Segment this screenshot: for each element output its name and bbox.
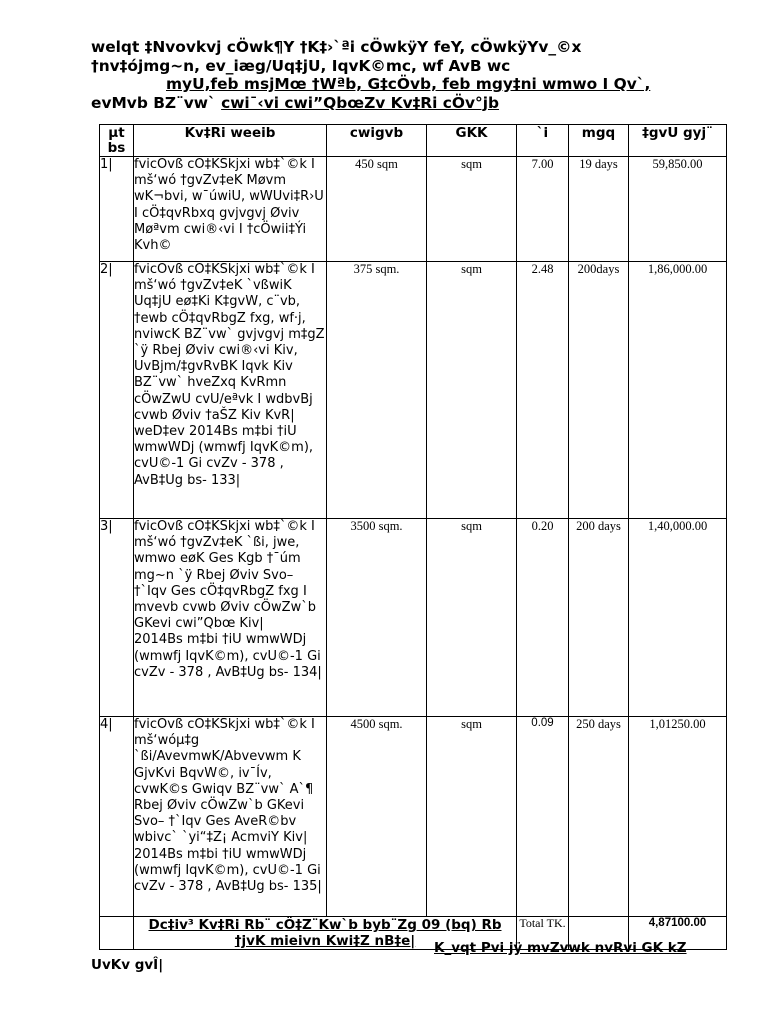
table-row bbox=[100, 717, 727, 917]
row-unit: sqm bbox=[427, 157, 517, 262]
document-title bbox=[91, 38, 751, 112]
row-quantity: 450 sqm bbox=[327, 157, 427, 262]
row-description bbox=[134, 717, 327, 917]
row-unit: sqm bbox=[427, 717, 517, 917]
total-amount: 4,87100.00 bbox=[629, 917, 727, 950]
table-row bbox=[100, 157, 727, 262]
header-serial: µt bs bbox=[100, 125, 134, 157]
table-header-row bbox=[100, 125, 727, 157]
row-rate: 2.48 bbox=[517, 262, 569, 519]
header-amount: ‡gvU gyj¨ bbox=[629, 125, 727, 157]
row-serial: 3| bbox=[100, 519, 134, 717]
row-serial: 4| bbox=[100, 717, 134, 917]
row-time: 200 days bbox=[569, 519, 629, 717]
footer-empty-cell bbox=[100, 917, 134, 950]
row-serial: 1| bbox=[100, 157, 134, 262]
title-line-1: welqt ‡Nvovkvj cÖwk¶Y †K‡›`ªi cÖwkÿY feY, cÖwkÿYv_©x bbox=[91, 38, 582, 56]
row-amount: 1,01250.00 bbox=[629, 717, 727, 917]
row-description-text: fvicÖvß cÖ‡KŠkjxi wb‡`©k I mš‘wó †gvZv‡eK `ßi, jwe, wmwo eøK Ges Kgb †¯úm mg~n `ÿ Rbej Øviv Svo– †`Iqv Ges cÖ‡qvRbgZ fxg I mvevb cvwb Øviv cÖwZw`b GKevi cwi”Qbœ Kiv| 2014Bs m‡bi †iU wmwWDj (wmwfj IqvK©m), cvU©-1 Gi cvZv - 378 , AvB‡Ug bs- 134| bbox=[134, 519, 322, 680]
amount-in-words-line-2: UvKv gvÎ| bbox=[91, 957, 164, 973]
title-line-4-part-b: cwi¯‹vi cwi”QbœZv Kv‡Ri cÖv°jb bbox=[221, 93, 500, 112]
row-quantity: 3500 sqm. bbox=[327, 519, 427, 717]
row-quantity: 4500 sqm. bbox=[327, 717, 427, 917]
row-description bbox=[134, 262, 327, 519]
row-amount: 1,40,000.00 bbox=[629, 519, 727, 717]
header-description: Kv‡Ri weeib bbox=[134, 125, 327, 157]
row-description-text: fvicÖvß cÖ‡KŠkjxi wb‡`©k I mš‘wó †gvZv‡eK `vßwiK Uq‡jU eø‡Ki K‡gvW, c¨vb, †ewb cÖ‡qvRbgZ fxg, wf·j, nviwcK BZ¨vw` gvjvgvj m‡gZ `ÿ Rbej Øviv cwi®‹vi Kiv, UvBjm/‡gvRvBK Iqvk Kiv BZ¨vw` hveZxq KvRmn cÖwZwU cvU/eªvk I wdbvBj cvwb Øviv †aŠZ Kiv KvR| weD‡ev 2014Bs m‡bi †iU wmwWDj (wmwfj IqvK©m), cvU©-1 Gi cvZv - 378 , AvB‡Ug bs- 133| bbox=[134, 262, 325, 488]
row-unit: sqm bbox=[427, 519, 517, 717]
title-line-4 bbox=[91, 94, 751, 113]
row-rate: 0.09 bbox=[517, 717, 569, 917]
row-description bbox=[134, 157, 327, 262]
total-label: Total TK. bbox=[517, 917, 569, 950]
title-line-3: myU,feb msjMœ †Wªb, G‡cÖvb, feb mgy‡ni wmwo I Qv`, bbox=[166, 75, 651, 93]
work-schedule-table bbox=[99, 124, 727, 950]
row-quantity: 375 sqm. bbox=[327, 262, 427, 519]
row-description-text: fvicÖvß cÖ‡KŠkjxi wb‡`©k I mš‘wóµ‡g `ßi/AvevmwK/Abvevwm K GjvKvi BqvW©, iv¯Ív, cvwK©s Gwiqv BZ¨vw` A`¶ Rbej Øviv cÖwZw`b GKevi Svo– †`Iqv Ges AveR©bv wbivc` `yi“‡Z¡ AcmviY Kiv| 2014Bs m‡bi †iU wmwWDj (wmwfj IqvK©m), cvU©-1 Gi cvZv - 378 , AvB‡Ug bs- 135| bbox=[134, 717, 322, 895]
header-quantity: cwigvb bbox=[327, 125, 427, 157]
amount-in-words-line-1: K_vqt Pvi jÿ mvZvwk nvRvi GK kZ bbox=[434, 940, 687, 956]
footer-note: Dc‡iv³ Kv‡Ri Rb¨ cÖ‡Z¨Kw`b byb¨Zg 09 (bq) Rb †jvK mieivn Kwi‡Z nB‡e| bbox=[134, 917, 517, 950]
table-row bbox=[100, 262, 727, 519]
row-description-text: fvicÖvß cÖ‡KŠkjxi wb‡`©k I mš‘wó †gvZv‡eK Møvm wK¬bvi, w¯úwiU, wWUvi‡R›U I cÖ‡qvRbxq gvjvgvj Øviv Møªvm cwi®‹vi I †cÖwii‡Ýi Kvh© bbox=[134, 157, 324, 254]
row-rate: 0.20 bbox=[517, 519, 569, 717]
header-unit: GKK bbox=[427, 125, 517, 157]
row-time: 250 days bbox=[569, 717, 629, 917]
row-time: 200days bbox=[569, 262, 629, 519]
row-serial: 2| bbox=[100, 262, 134, 519]
header-time: mgq bbox=[569, 125, 629, 157]
row-unit: sqm bbox=[427, 262, 517, 519]
row-time: 19 days bbox=[569, 157, 629, 262]
row-amount: 59,850.00 bbox=[629, 157, 727, 262]
row-rate: 7.00 bbox=[517, 157, 569, 262]
row-description bbox=[134, 519, 327, 717]
table-row bbox=[100, 519, 727, 717]
title-line-2: †nv‡ójmg~n, ev_iæg/Uq‡jU, IqvK©mc, wf AvB wc bbox=[91, 56, 511, 75]
title-line-4-part-a: evMvb BZ¨vw` bbox=[91, 93, 222, 112]
header-rate: `i bbox=[517, 125, 569, 157]
row-amount: 1,86,000.00 bbox=[629, 262, 727, 519]
